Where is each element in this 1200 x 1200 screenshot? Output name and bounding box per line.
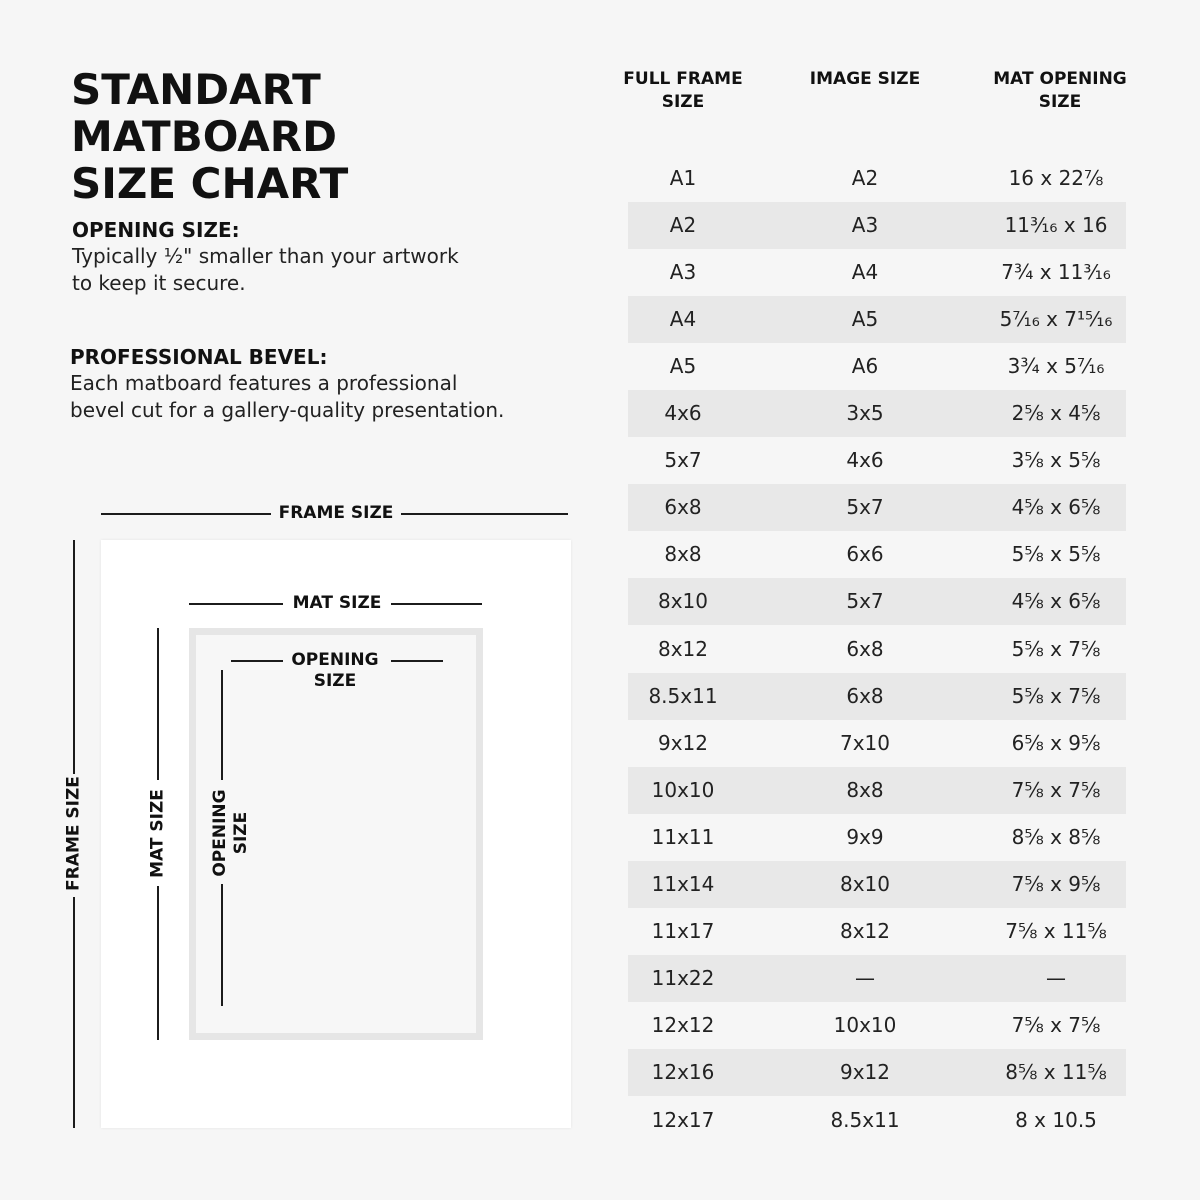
cell-mat-opening-size: 16 x 22⅞ [1008, 165, 1104, 190]
opening-size-horizontal-label-line-1: OPENING [291, 650, 379, 670]
cell-mat-opening-size: 7⅝ x 9⅝ [1011, 872, 1101, 896]
opening-size-horizontal-label [284, 650, 386, 692]
cell-full-frame-size: 11x17 [651, 919, 715, 944]
opening-size-vertical-line-bottom [221, 884, 223, 1006]
column-header-full-frame-size-line-1: FULL FRAME [623, 69, 743, 89]
table-row [628, 626, 1126, 673]
cell-mat-opening-size: 8 x 10.5 [1015, 1107, 1097, 1132]
table-header [623, 66, 1127, 156]
professional-bevel-text-line-2: bevel cut for a gallery-quality presentation. [70, 398, 505, 422]
cell-full-frame-size: A1 [669, 165, 697, 190]
column-header-full-frame-size-line-2: SIZE [661, 92, 705, 112]
opening-size-text-line-1: Typically ½" smaller than your artwork [72, 244, 459, 268]
cell-mat-opening-size: 7⅝ x 11⅝ [1005, 919, 1107, 944]
cell-full-frame-size: 10x10 [651, 777, 715, 802]
opening-size-section [72, 217, 592, 297]
cell-image-size: 7x10 [839, 730, 890, 755]
table-row [628, 814, 1126, 861]
cell-image-size: 6x8 [846, 636, 884, 661]
cell-image-size: 9x9 [846, 824, 884, 849]
cell-full-frame-size: 8.5x11 [648, 683, 718, 708]
cell-mat-opening-size: 5⅝ x 7⅝ [1011, 636, 1101, 661]
cell-mat-opening-size: 7⅝ x 7⅝ [1011, 777, 1101, 802]
table-row [628, 673, 1126, 720]
cell-full-frame-size: A5 [669, 353, 697, 378]
cell-mat-opening-size: 7¾ x 11³⁄₁₆ [1001, 259, 1111, 284]
cell-image-size: 8.5x11 [830, 1107, 900, 1132]
cell-full-frame-size: A2 [669, 212, 697, 237]
mat-size-horizontal-label: MAT SIZE [292, 593, 382, 613]
cell-mat-opening-size: 4⅝ x 6⅝ [1011, 589, 1101, 614]
table-row [628, 155, 1126, 202]
cell-mat-opening-size: 5⁷⁄₁₆ x 7¹⁵⁄₁₆ [999, 306, 1113, 331]
cell-full-frame-size: 8x8 [664, 542, 702, 567]
frame-size-horizontal-line-left [101, 513, 271, 515]
table-row [628, 437, 1126, 484]
cell-full-frame-size: A3 [669, 259, 697, 284]
cell-full-frame-size: 5x7 [664, 448, 702, 473]
professional-bevel-text [70, 370, 600, 424]
cell-image-size: 8x12 [839, 919, 890, 944]
cell-image-size: A5 [851, 306, 879, 331]
column-header-full-frame-size [612, 68, 754, 114]
cell-image-size: A3 [851, 212, 879, 237]
cell-image-size: 5x7 [846, 589, 884, 614]
cell-full-frame-size: 6x8 [664, 495, 702, 520]
cell-mat-opening-size: 4⅝ x 6⅝ [1011, 495, 1101, 520]
cell-image-size: 5x7 [846, 495, 884, 520]
cell-image-size: A2 [851, 165, 879, 190]
table-row [628, 202, 1126, 249]
opening-size-vertical-label-line-1: OPENING [210, 789, 230, 877]
cell-mat-opening-size: 5⅝ x 5⅝ [1011, 542, 1101, 567]
cell-image-size: 6x6 [846, 542, 884, 567]
column-header-image-size-line-1: IMAGE SIZE [809, 69, 921, 89]
mat-size-vertical-line-top [157, 628, 159, 780]
cell-mat-opening-size: 11³⁄₁₆ x 16 [1004, 212, 1108, 237]
table-row [628, 390, 1126, 437]
cell-mat-opening-size: 7⅝ x 7⅝ [1011, 1013, 1101, 1038]
table-row [628, 1097, 1126, 1144]
opening-size-horizontal-line-right [391, 660, 443, 662]
frame-size-vertical-line-bottom [73, 897, 75, 1128]
column-header-mat-opening-size-line-2: SIZE [1038, 92, 1082, 112]
cell-full-frame-size: 11x11 [651, 824, 715, 849]
table-row [628, 861, 1126, 908]
cell-mat-opening-size: 3⅝ x 5⅝ [1011, 448, 1101, 473]
cell-full-frame-size: 12x17 [651, 1107, 715, 1132]
opening-size-text [72, 243, 592, 297]
cell-full-frame-size: 11x14 [651, 872, 715, 896]
cell-image-size: A6 [851, 353, 879, 378]
opening-size-vertical-line-top [221, 670, 223, 780]
table-row [628, 720, 1126, 767]
opening-size-horizontal-label-line-2: SIZE [313, 671, 357, 691]
cell-full-frame-size: 12x12 [651, 1013, 715, 1038]
cell-full-frame-size: 4x6 [664, 401, 702, 425]
cell-image-size: 8x10 [839, 872, 890, 896]
opening-size-vertical-label-line-2: SIZE [231, 811, 251, 855]
opening-size-heading: OPENING SIZE: [72, 218, 240, 242]
page-title-line-2: SIZE CHART [71, 159, 349, 208]
professional-bevel-section [70, 344, 600, 424]
cell-full-frame-size: 8x10 [657, 589, 708, 614]
cell-image-size: 9x12 [839, 1060, 890, 1085]
page-title [71, 66, 591, 207]
table-row [628, 343, 1126, 390]
mat-size-vertical-label: MAT SIZE [147, 789, 168, 878]
cell-image-size: 10x10 [833, 1013, 897, 1038]
cell-full-frame-size: A4 [669, 306, 697, 331]
table-row [628, 1002, 1126, 1049]
cell-image-size: 6x8 [846, 683, 884, 708]
mat-size-horizontal-line-left [189, 603, 283, 605]
column-header-image-size [792, 68, 938, 91]
cell-full-frame-size: 12x16 [651, 1060, 715, 1085]
mat-size-vertical-line-bottom [157, 886, 159, 1040]
opening-size-vertical-label [210, 783, 252, 883]
professional-bevel-heading: PROFESSIONAL BEVEL: [70, 345, 328, 369]
table-row [628, 908, 1126, 955]
frame-size-vertical-label: FRAME SIZE [63, 776, 84, 891]
professional-bevel-text-line-1: Each matboard features a professional [70, 371, 458, 395]
table-row [628, 578, 1126, 625]
mat-size-horizontal-line-right [391, 603, 482, 605]
table-row [628, 249, 1126, 296]
cell-image-size: 3x5 [846, 401, 884, 425]
cell-image-size: 8x8 [846, 777, 884, 802]
cell-full-frame-size: 11x22 [651, 966, 715, 991]
table-row [628, 1049, 1126, 1096]
cell-mat-opening-size: — [1046, 966, 1066, 991]
opening-size-horizontal-line-left [231, 660, 283, 662]
table-row [628, 296, 1126, 343]
page-title-line-1: STANDART MATBOARD [71, 65, 337, 161]
table-row [628, 767, 1126, 814]
cell-mat-opening-size: 8⅝ x 11⅝ [1005, 1060, 1107, 1085]
column-header-mat-opening-size [980, 68, 1140, 114]
cell-mat-opening-size: 2⅝ x 4⅝ [1011, 401, 1101, 425]
cell-full-frame-size: 8x12 [657, 636, 708, 661]
table-row [628, 955, 1126, 1002]
cell-image-size: 4x6 [846, 448, 884, 473]
cell-full-frame-size: 9x12 [657, 730, 708, 755]
cell-mat-opening-size: 6⅝ x 9⅝ [1011, 730, 1101, 755]
cell-image-size: A4 [851, 259, 879, 284]
frame-size-vertical-line-top [73, 540, 75, 774]
frame-size-horizontal-label: FRAME SIZE [278, 503, 394, 523]
opening-size-text-line-2: to keep it secure. [72, 271, 246, 295]
table-row [628, 484, 1126, 531]
cell-mat-opening-size: 3¾ x 5⁷⁄₁₆ [1007, 353, 1105, 378]
frame-size-horizontal-line-right [401, 513, 568, 515]
cell-image-size: — [855, 966, 875, 991]
cell-mat-opening-size: 5⅝ x 7⅝ [1011, 683, 1101, 708]
cell-mat-opening-size: 8⅝ x 8⅝ [1011, 824, 1101, 849]
table-row [628, 531, 1126, 578]
column-header-mat-opening-size-line-1: MAT OPENING [993, 69, 1127, 89]
